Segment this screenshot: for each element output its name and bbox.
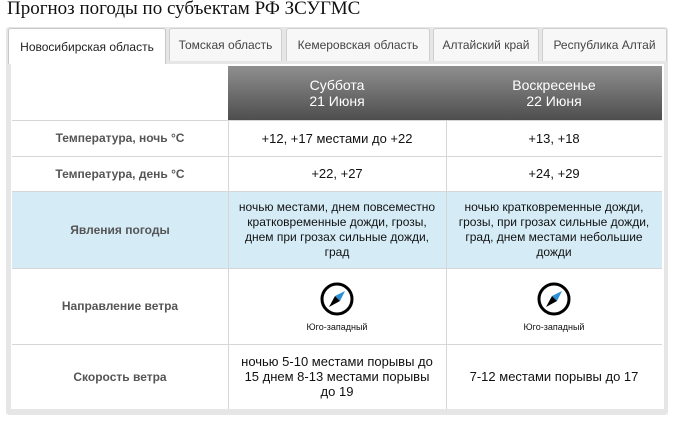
forecast-table (11, 64, 664, 409)
day-date: 21 Июня (309, 93, 365, 109)
tab-kemerovo[interactable]: Кемеровская область (286, 28, 430, 61)
row-divider (12, 268, 662, 269)
day-date: 22 Июня (526, 93, 582, 109)
wind-direction-sat (228, 268, 446, 344)
row-divider (12, 120, 662, 121)
temp-day-sat: +22, +27 (311, 166, 363, 181)
row-divider (12, 191, 662, 192)
tab-altai-republic[interactable]: Республика Алтай (542, 28, 667, 61)
wind-speed-sun: 7-12 местами порывы до 17 (469, 369, 639, 384)
row-label-wind-speed: Скорость ветра (73, 369, 167, 384)
day-weekday: Суббота (309, 77, 365, 93)
day-weekday: Воскресенье (512, 77, 596, 93)
tab-altai-krai[interactable]: Алтайский край (433, 28, 539, 61)
row-divider (12, 344, 662, 345)
wind-direction-sun (446, 268, 662, 344)
row-label-temp-night: Температура, ночь °С (55, 131, 185, 145)
tab-novosibirsk[interactable]: Новосибирская область (8, 28, 166, 64)
row-label-phenomena: Явления погоды (12, 191, 228, 268)
phenomena-sun: ночью кратковременные дожди, грозы, при грозах сильные дожди, град, днем местами небольшие дожди (446, 191, 662, 268)
row-divider (12, 156, 662, 157)
phenomena-sat: ночью местами, днем повсеместно кратковременные дожди, грозы, днем при грозах сильные дожди, град (228, 191, 446, 268)
tab-tomsk[interactable]: Томская область (169, 28, 282, 61)
page-title: Прогноз погоды по субъектам РФ ЗСУГМС (7, 0, 361, 19)
row-label-temp-day: Температура, день °С (55, 166, 185, 181)
compass-icon (319, 281, 355, 317)
day-header-saturday (228, 66, 446, 120)
wind-speed-sat: ночью 5-10 местами порывы до 15 днем 8-13 местами порывы до 19 (241, 354, 433, 399)
day-header-sunday (446, 66, 662, 120)
column-divider (446, 120, 447, 409)
row-label-wind-direction: Направление ветра (61, 299, 179, 313)
temp-night-sun: +13, +18 (528, 130, 580, 146)
wind-direction-text: Юго-западный (523, 321, 585, 332)
compass-icon (536, 281, 572, 317)
column-divider (228, 120, 229, 409)
wind-direction-text: Юго-западный (306, 321, 368, 332)
table-corner (12, 66, 228, 120)
temp-night-sat: +12, +17 местами до +22 (261, 130, 413, 146)
temp-day-sun: +24, +29 (528, 166, 580, 181)
